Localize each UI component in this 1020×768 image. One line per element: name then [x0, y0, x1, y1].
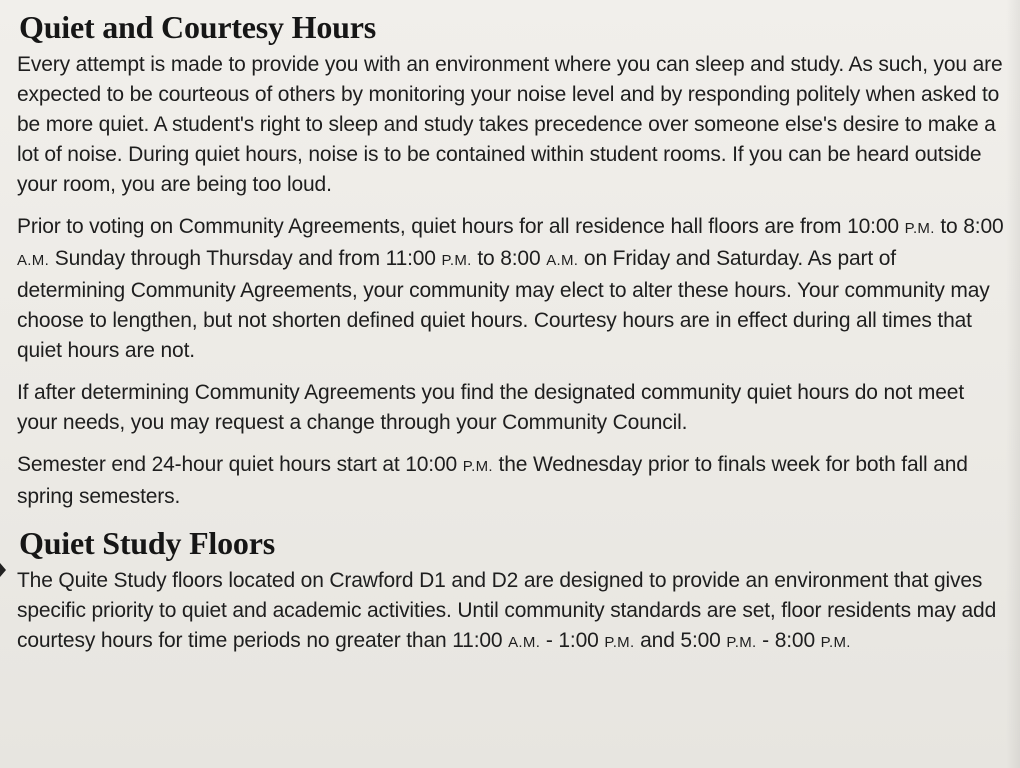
section-heading: Quiet Study Floors [19, 525, 275, 561]
paragraph [17, 450, 1007, 512]
time-suffix: A.M. [17, 252, 50, 269]
text-run: to 8:00 [934, 215, 1004, 238]
document-content [17, 8, 1007, 670]
text-run: on Friday and Saturday. As part of determining Community Agreements, your community may elect to alter these hours. Your community may choose to lengthen, but not shorten defined quiet hours. Courtesy hours are in effect during all times that quiet hours are not. [17, 247, 990, 362]
text-run: to 8:00 [471, 247, 547, 270]
text-run: - 8:00 [756, 629, 821, 652]
time-suffix: A.M. [546, 252, 579, 269]
time-suffix: P.M. [441, 252, 472, 269]
text-run: Sunday through Thursday and from 11:00 [49, 247, 442, 270]
time-suffix: P.M. [820, 634, 851, 651]
text-run: the Wednesday prior to finals week for both fall and spring semesters. [17, 453, 968, 508]
section-quiet-study-floors [17, 524, 1007, 658]
time-suffix: P.M. [726, 634, 757, 651]
time-suffix: P.M. [904, 220, 935, 237]
text-run: Prior to voting on Community Agreements, quiet hours for all residence hall floors are from 10:00 [17, 215, 905, 238]
paragraph [17, 378, 1007, 438]
paragraph [17, 566, 1007, 658]
text-run: Every attempt is made to provide you with an environment where you can sleep and study. As such, you are expected to be courteous of others by monitoring your noise level and by responding politely when asked to be more quiet. A student's right to sleep and study takes precedence over someone else's desire to make a lot of noise. During quiet hours, noise is to be contained within student rooms. If you can be heard outside your room, you are being too loud. [17, 53, 1003, 196]
text-run: and 5:00 [634, 629, 727, 652]
paragraph [17, 50, 1007, 200]
page-edge-shadow [1006, 0, 1020, 768]
section-heading: Quiet and Courtesy Hours [19, 9, 376, 45]
page-edge-mark [0, 563, 6, 577]
paragraph [17, 212, 1007, 366]
text-run: If after determining Community Agreements you find the designated community quiet hours do not meet your needs, you may request a change through your Community Council. [17, 381, 964, 434]
text-run: The Quite Study floors located on Crawford D1 and D2 are designed to provide an environment that gives specific priority to quiet and academic activities. Until community standards are set, floor residents may add courtesy hours for time periods no greater than 11:00 [17, 569, 997, 652]
section-quiet-courtesy-hours [17, 8, 1007, 512]
time-suffix: A.M. [508, 634, 541, 651]
time-suffix: P.M. [462, 458, 493, 475]
time-suffix: P.M. [604, 634, 635, 651]
text-run: - 1:00 [540, 629, 605, 652]
text-run: Semester end 24-hour quiet hours start at 10:00 [17, 453, 463, 476]
